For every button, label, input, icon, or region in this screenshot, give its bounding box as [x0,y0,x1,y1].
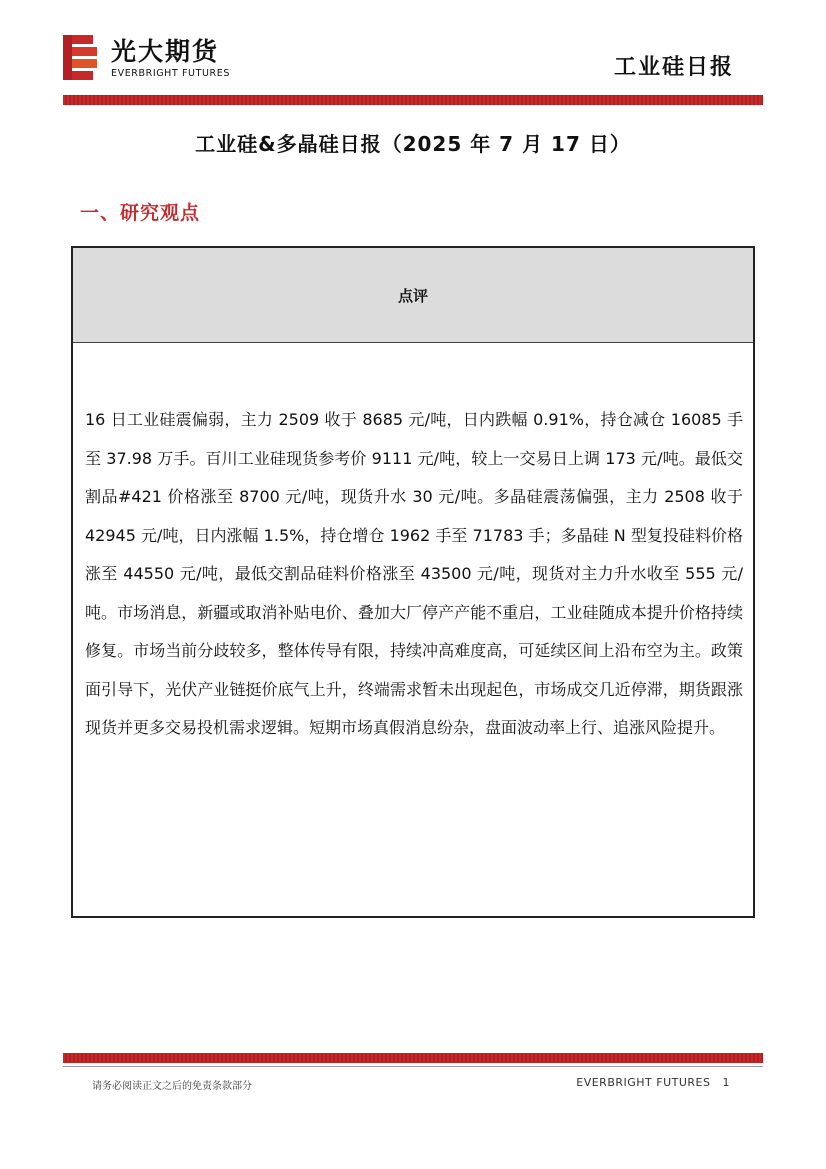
footer-divider [63,1053,763,1063]
header-divider [63,95,763,105]
section-heading: 一、研究观点 [80,202,201,224]
page-header [0,0,826,110]
report-name: 工业硅日报 [613,55,734,80]
logo-chinese-name: 光大期货 [111,36,220,66]
footer-company: EVERBRIGHT FUTURES [576,1076,711,1089]
page-number: 1 [722,1076,730,1089]
logo-english-name: EVERBRIGHT FUTURES [111,67,230,79]
company-logo [63,35,230,81]
commentary-text: 16 日工业硅震偏弱，主力 2509 收于 8685 元/吨，日内跌幅 0.91%，持仓减仓 16085 手至 37.98 万手。百川工业硅现货参考价 9111 元/吨，较上一交易日上调 173 元/吨。最低交割品#421 价格涨至 8700 元/吨，现货升水 30 元/吨。多晶硅震荡偏强，主力 2508 收于 42945 元/吨，日内涨幅 1.5%，持仓增仓 1962 手至 71783 手；多晶硅 N 型复投硅料价格涨至 44550 元/吨，最低交割品硅料价格涨至 43500 元/吨，现货对主力升水收至 555 元/吨。市场消息，新疆或取消补贴电价、叠加大厂停产产能不重启，工业硅随成本提升价格持续修复。市场当前分歧较多，整体传导有限，持续冲高难度高，可延续区间上沿布空为主。政策面引导下，光伏产业链挺价底气上升，终端需求暂未出现起色，市场成交几近停滞，期货跟涨现货并更多交易投机需求逻辑。短期市场真假消息纷杂，盘面波动率上行、追涨风险提升。 [85,410,743,737]
logo-mark-icon [63,35,99,81]
footer-thin-rule [63,1066,763,1067]
footer-company-page [576,1076,730,1089]
table-header-cell [73,248,753,343]
footer-disclaimer: 请务必阅读正文之后的免责条款部分 [92,1081,252,1092]
commentary-table [71,246,755,918]
table-header-label: 点评 [397,286,428,305]
document-title: 工业硅&多晶硅日报（2025 年 7 月 17 日） [195,132,631,156]
